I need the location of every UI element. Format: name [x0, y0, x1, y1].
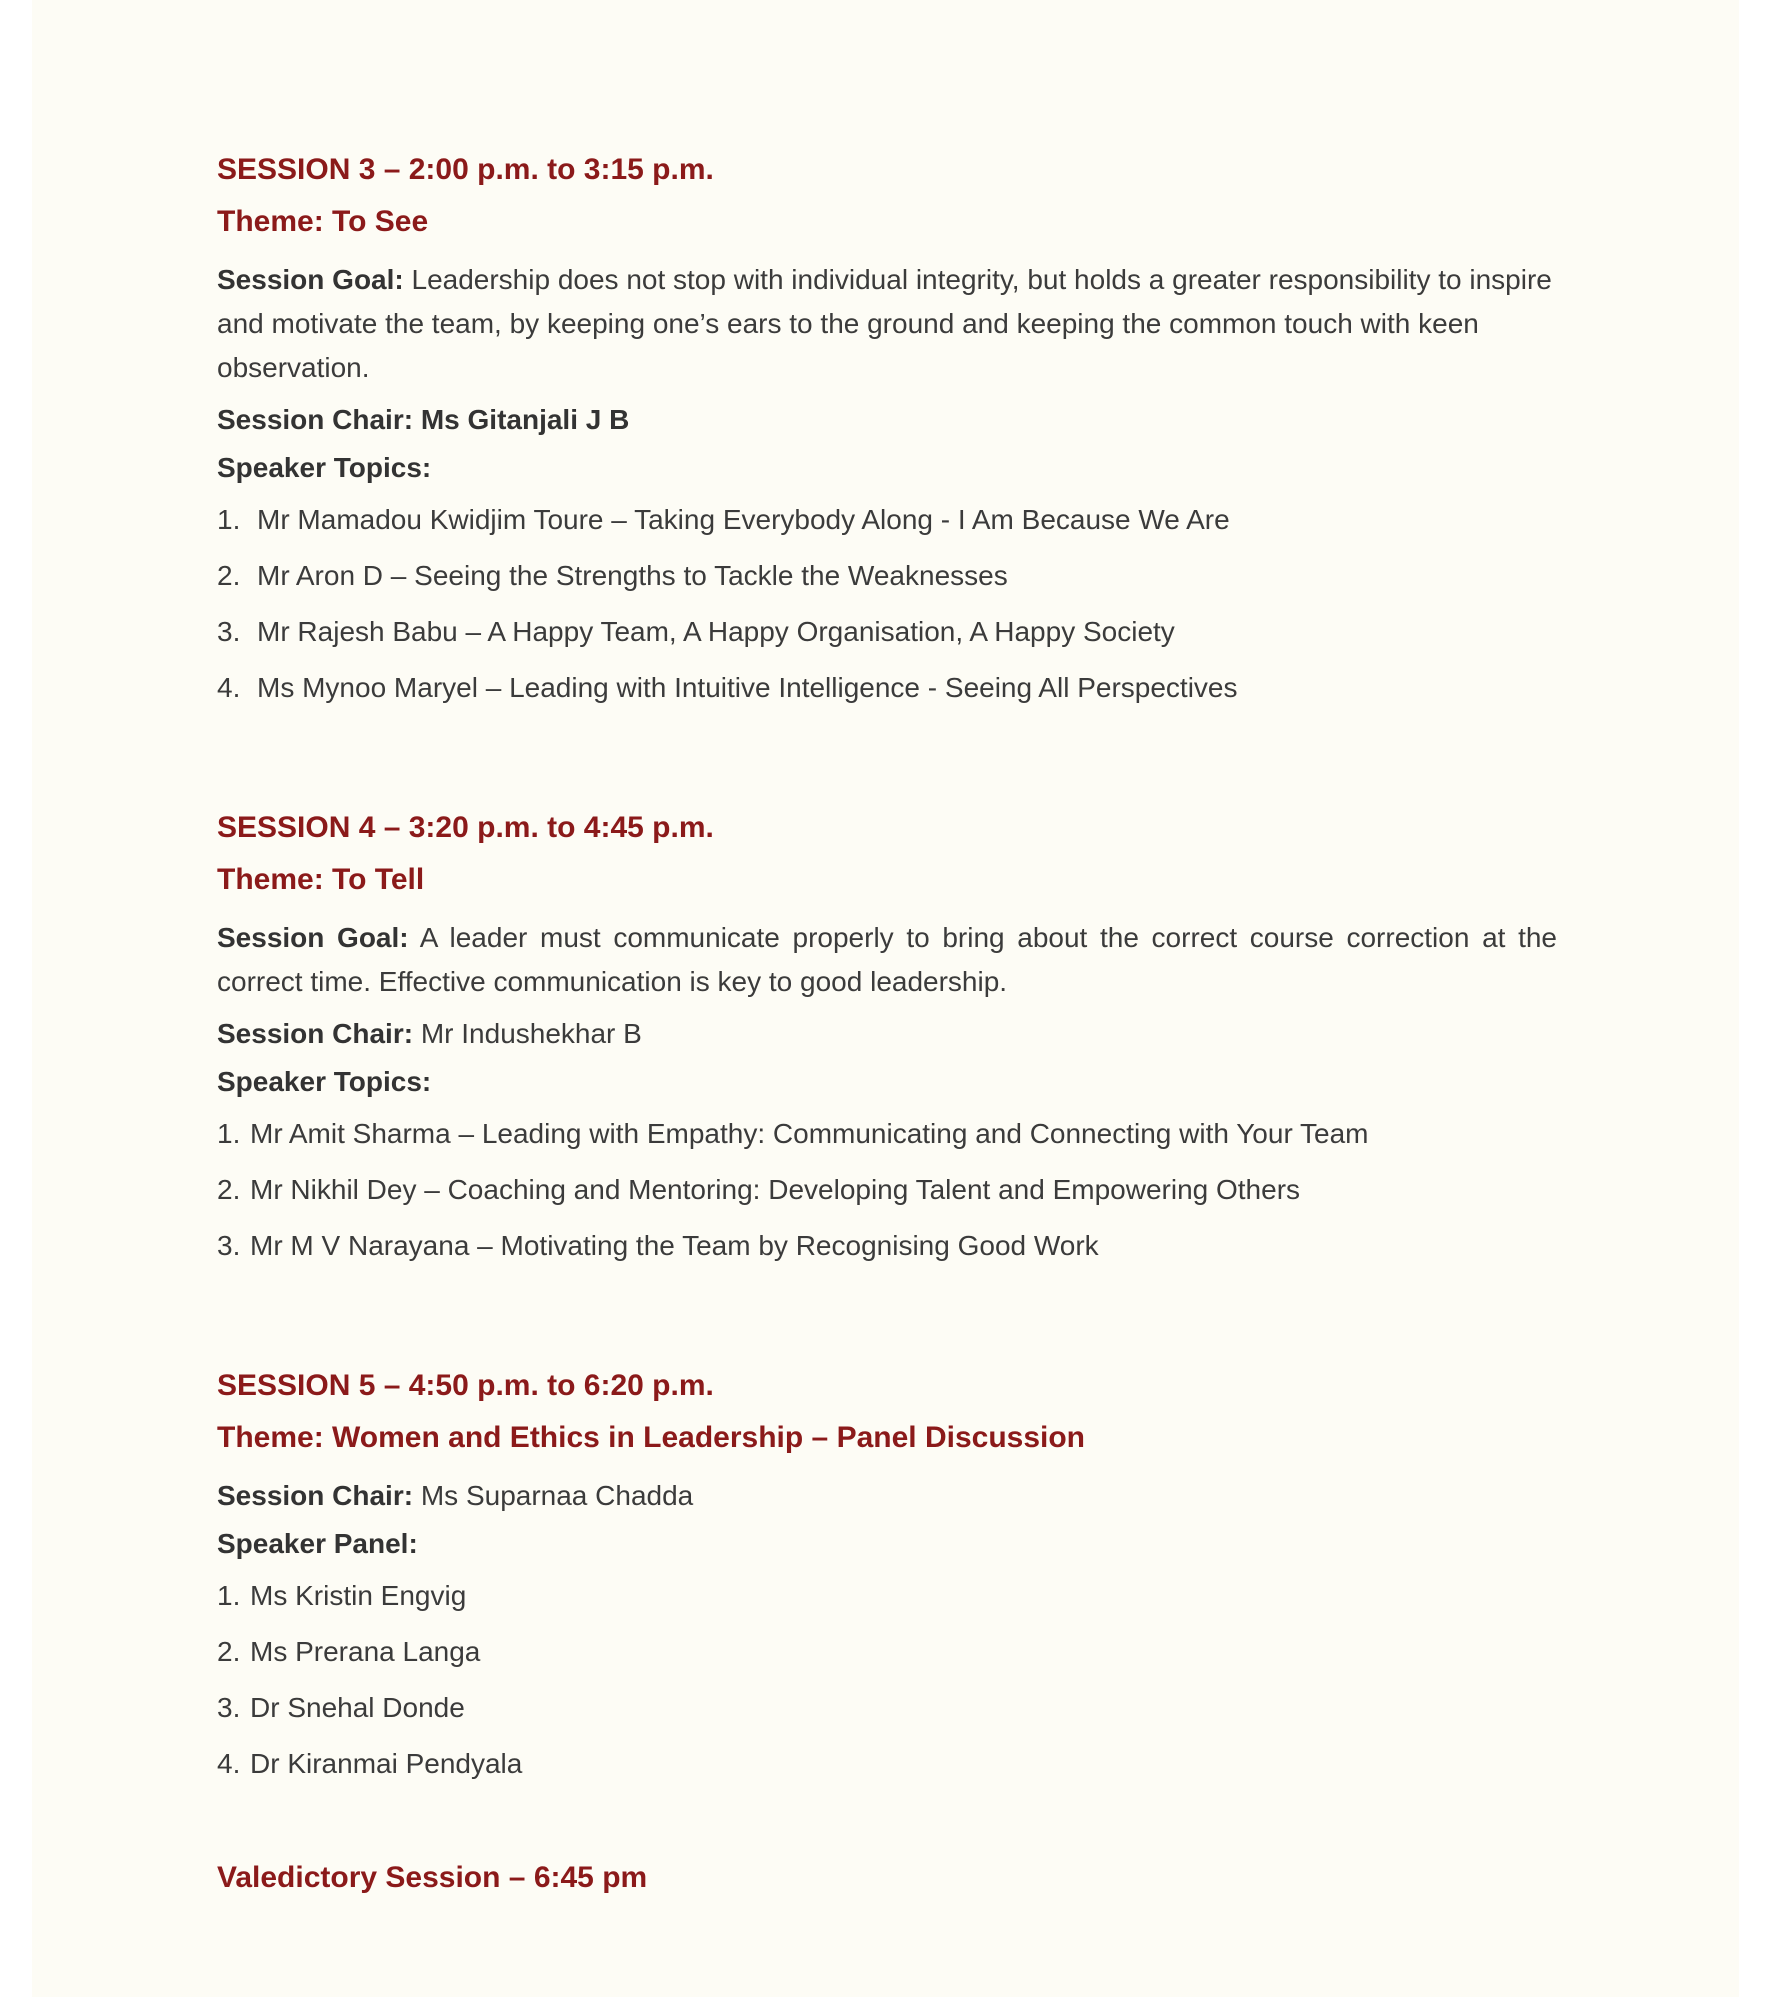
list-item: 2. Mr Nikhil Dey – Coaching and Mentoring: Developing Talent and Empowering Others	[217, 1174, 1301, 1205]
session-5-heading: SESSION 5 – 4:50 p.m. to 6:20 p.m.	[217, 1369, 714, 1402]
session-5-chair	[217, 1474, 1557, 1518]
list-item: 1. Mr Mamadou Kwidjim Toure – Taking Everybody Along - I Am Because We Are	[217, 504, 1230, 535]
valedictory-session-heading: Valedictory Session – 6:45 pm	[217, 1861, 648, 1894]
session-5-theme: Theme: Women and Ethics in Leadership – Panel Discussion	[217, 1421, 1085, 1454]
list-item: 3. Dr Snehal Donde	[217, 1692, 465, 1723]
spacer	[217, 726, 1557, 810]
session-5-panel-list	[217, 1578, 1557, 1782]
session-3-speaker-topics-label: Speaker Topics:	[217, 452, 432, 483]
session-chair-label: Session Chair:	[217, 404, 414, 435]
session-3-theme: Theme: To See	[217, 205, 429, 238]
list-item: 3. Mr Rajesh Babu – A Happy Team, A Happy Organisation, A Happy Society	[217, 616, 1175, 647]
session-4-goal	[217, 916, 1557, 1004]
session-4-heading: SESSION 4 – 3:20 p.m. to 4:45 p.m.	[217, 811, 714, 844]
list-item: 4. Ms Mynoo Maryel – Leading with Intuitive Intelligence - Seeing All Perspectives	[217, 672, 1238, 703]
session-goal-label: Session Goal:	[217, 264, 404, 295]
session-chair-name: Ms Gitanjali J B	[413, 404, 630, 435]
list-item: 2. Mr Aron D – Seeing the Strengths to Tackle the Weaknesses	[217, 560, 1008, 591]
session-5-speaker-panel-label: Speaker Panel:	[217, 1528, 418, 1559]
session-chair-name: Mr Indushekhar B	[413, 1018, 642, 1049]
session-3-heading: SESSION 3 – 2:00 p.m. to 3:15 p.m.	[217, 153, 714, 186]
session-chair-label: Session Chair:	[217, 1480, 414, 1511]
session-3-speaker-list	[217, 502, 1557, 706]
session-3-chair	[217, 398, 1557, 442]
session-4-theme: Theme: To Tell	[217, 863, 425, 896]
list-item: 1. Mr Amit Sharma – Leading with Empathy: Communicating and Connecting with Your Team	[217, 1118, 1369, 1149]
session-goal-text: A leader must communicate properly to bring about the correct course correction at the correct time. Effective communication is key to good leadership.	[217, 922, 1558, 997]
session-3	[217, 152, 1557, 706]
session-4-speaker-topics-label: Speaker Topics:	[217, 1066, 432, 1097]
list-item: 3. Mr M V Narayana – Motivating the Team by Recognising Good Work	[217, 1230, 1099, 1261]
session-chair-name: Ms Suparnaa Chadda	[413, 1480, 694, 1511]
program-content	[217, 152, 1557, 1896]
session-4	[217, 810, 1557, 1264]
session-4-chair	[217, 1012, 1557, 1056]
spacer	[217, 1284, 1557, 1368]
session-chair-label: Session Chair:	[217, 1018, 414, 1049]
list-item: 2. Ms Prerana Langa	[217, 1636, 481, 1667]
session-goal-label: Session Goal:	[217, 922, 409, 953]
spacer	[217, 1802, 1557, 1860]
session-goal-text: Leadership does not stop with individual integrity, but holds a greater responsibility to inspire and motivate the team, by keeping one’s ears to the ground and keeping the common touch with keen observation.	[217, 264, 1552, 383]
session-3-goal	[217, 258, 1557, 390]
session-5	[217, 1368, 1557, 1782]
list-item: 4. Dr Kiranmai Pendyala	[217, 1748, 523, 1779]
session-4-speaker-list	[217, 1116, 1557, 1264]
document-page	[32, 0, 1739, 1997]
list-item: 1. Ms Kristin Engvig	[217, 1580, 467, 1611]
